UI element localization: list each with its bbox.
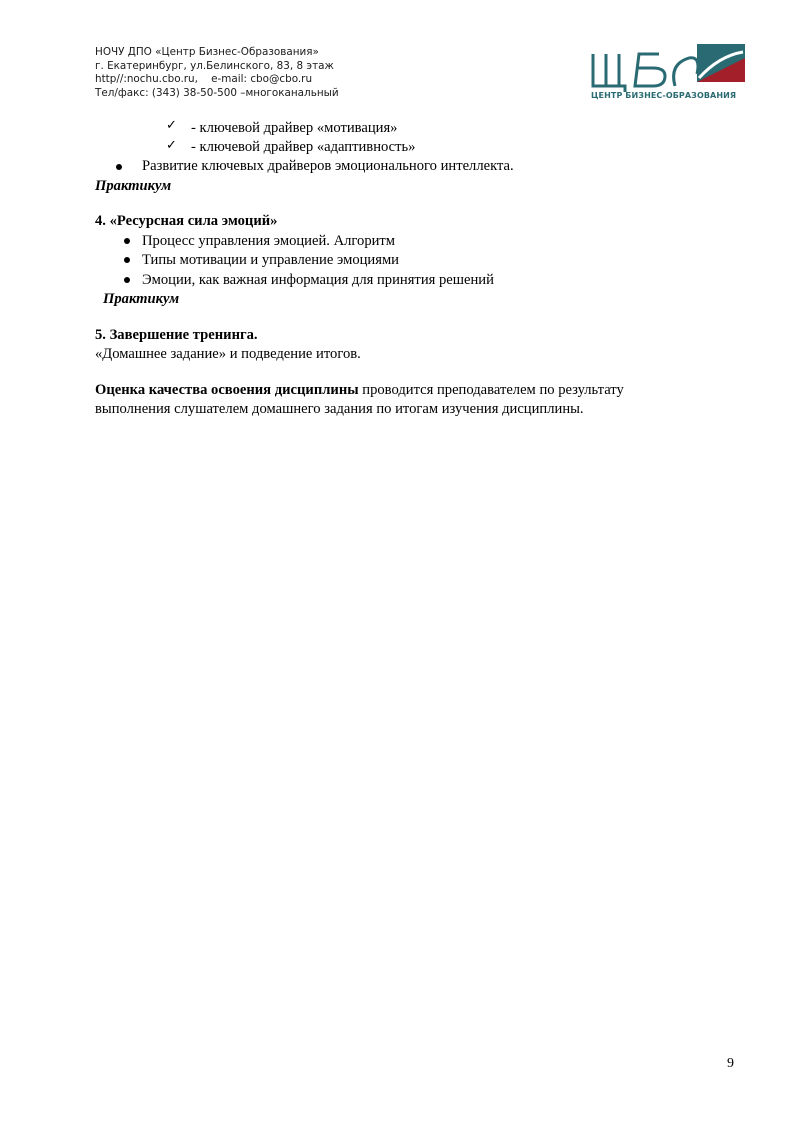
header-address: г. Екатеринбург, ул.Белинского, 83, 8 этаж [95,59,334,72]
bullet-icon [116,164,122,170]
header-phone: Тел/факс: (343) 38-50-500 –многоканальный [95,86,339,99]
checkmark-icon: ✓ [166,118,177,133]
section-4-title: 4. «Ресурсная сила эмоций» [95,213,278,229]
bullet-icon [124,257,130,263]
assessment-paragraph-line2: выполнения слушателем домашнего задания по итогам изучения дисциплины. [95,401,584,417]
header-contacts: http//:nochu.cbo.ru, e-mail: cbo@cbo.ru [95,73,313,85]
check-item-adaptivity: - ключевой драйвер «адаптивность» [191,139,416,155]
practicum-label: Практикум [95,178,172,194]
practicum-label: Практикум [103,291,180,307]
list-item: Процесс управления эмоцией. Алгоритм [142,233,396,249]
list-item: Типы мотивации и управление эмоциями [142,252,399,268]
assessment-text: проводится преподавателем по результату [358,382,624,398]
bullet-icon [124,238,130,244]
checkmark-icon: ✓ [166,138,177,153]
bullet-icon [124,277,130,283]
list-item: Эмоции, как важная информация для принятия решений [142,272,494,288]
section-5-title: 5. Завершение тренинга. [95,327,258,343]
page-number: 9 [727,1056,734,1071]
organization-header [95,46,339,100]
logo-caption: ЦЕНТР БИЗНЕС-ОБРАЗОВАНИЯ [591,91,737,100]
header-org-name: НОЧУ ДПО «Центр Бизнес-Образования» [95,46,319,58]
assessment-paragraph-line1 [95,382,624,399]
list-item-drivers: Развитие ключевых драйверов эмоционального интеллекта. [142,158,514,174]
assessment-bold-lead: Оценка качества освоения дисциплины [95,382,359,398]
section-5-text: «Домашнее задание» и подведение итогов. [95,346,361,362]
check-item-motivation: - ключевой драйвер «мотивация» [191,120,398,136]
